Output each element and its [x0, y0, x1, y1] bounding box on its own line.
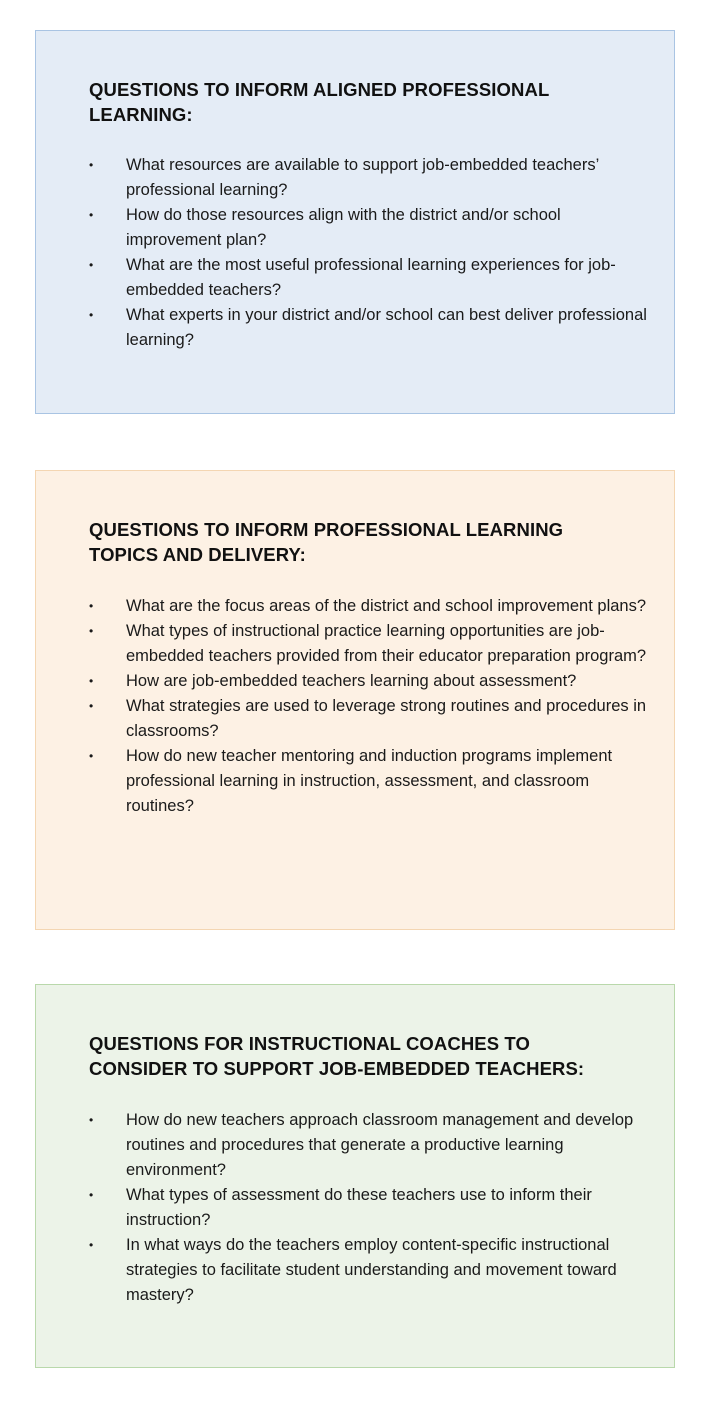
- question-text: What are the most useful professional learning experiences for job-embedded teachers?: [126, 256, 616, 299]
- section-title: QUESTIONS TO INFORM ALIGNED PROFESSIONAL LEARNING:: [89, 79, 550, 125]
- question-item: [89, 1108, 649, 1183]
- bullet-icon: •: [89, 674, 94, 688]
- bullet-icon: •: [89, 158, 94, 172]
- question-item: [89, 1183, 649, 1233]
- question-item: [89, 669, 649, 694]
- bullet-icon: •: [89, 208, 94, 222]
- bullet-icon: •: [89, 699, 94, 713]
- bullet-icon: •: [89, 624, 94, 638]
- bullet-icon: •: [89, 749, 94, 763]
- question-list: [89, 153, 649, 353]
- question-text: What are the focus areas of the district and school improvement plans?: [126, 597, 647, 615]
- question-item: [89, 594, 649, 619]
- instructional-coaches-questions-box: [35, 984, 675, 1368]
- question-text: What experts in your district and/or school can best deliver professional learning?: [126, 306, 647, 349]
- question-item: [89, 1233, 649, 1308]
- question-item: [89, 744, 649, 819]
- bullet-icon: •: [89, 599, 94, 613]
- bullet-icon: •: [89, 308, 94, 322]
- bullet-icon: •: [89, 258, 94, 272]
- question-text: In what ways do the teachers employ content-specific instructional strategies to facilitate student understanding and movement toward mastery?: [126, 1236, 617, 1304]
- question-item: [89, 153, 649, 203]
- question-item: [89, 619, 649, 669]
- question-item: [89, 203, 649, 253]
- question-text: How do new teacher mentoring and induction programs implement professional learning in instruction, assessment, and classroom routines?: [126, 747, 613, 815]
- question-text: How are job-embedded teachers learning about assessment?: [126, 672, 577, 690]
- section-title: QUESTIONS TO INFORM PROFESSIONAL LEARNING TOPICS AND DELIVERY:: [89, 519, 564, 565]
- section-title: QUESTIONS FOR INSTRUCTIONAL COACHES TO CONSIDER TO SUPPORT JOB-EMBEDDED TEACHERS:: [89, 1033, 585, 1079]
- question-text: How do those resources align with the district and/or school improvement plan?: [126, 206, 561, 249]
- question-text: How do new teachers approach classroom management and develop routines and procedures that generate a productive learning environment?: [126, 1111, 634, 1179]
- question-list: [89, 1108, 649, 1308]
- question-item: [89, 694, 649, 744]
- question-list: [89, 594, 649, 819]
- question-item: [89, 253, 649, 303]
- bullet-icon: •: [89, 1238, 94, 1252]
- question-text: What resources are available to support job-embedded teachers’ professional learning?: [126, 156, 599, 199]
- question-item: [89, 303, 649, 353]
- question-text: What types of assessment do these teachers use to inform their instruction?: [126, 1186, 592, 1229]
- topics-delivery-questions-box: [35, 470, 675, 930]
- bullet-icon: •: [89, 1113, 94, 1127]
- question-text: What types of instructional practice learning opportunities are job-embedded teachers provided from their educator preparation program?: [126, 622, 647, 665]
- bullet-icon: •: [89, 1188, 94, 1202]
- aligned-learning-questions-box: [35, 30, 675, 414]
- question-text: What strategies are used to leverage strong routines and procedures in classrooms?: [126, 697, 647, 740]
